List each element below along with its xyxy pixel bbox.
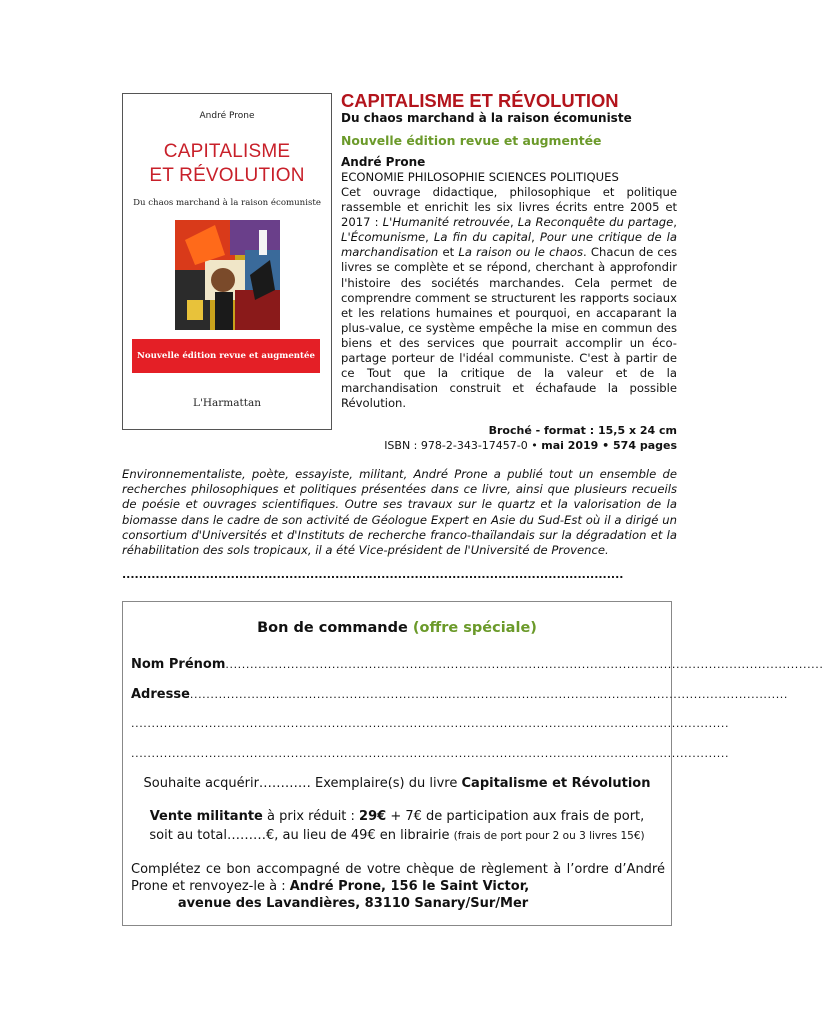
book-title-1: L'Humanité retrouvée bbox=[382, 215, 510, 230]
book-title-3: L'Écomunisme bbox=[341, 230, 426, 245]
cover-title-line1: CAPITALISME bbox=[163, 141, 291, 162]
book-cover bbox=[122, 93, 332, 430]
desc-sep-4: , bbox=[531, 230, 540, 245]
specs-bullet: • bbox=[527, 439, 542, 453]
book-title-4: La fin du capital bbox=[433, 230, 532, 245]
cover-publisher: L'Harmattan bbox=[193, 397, 261, 409]
total-line bbox=[123, 828, 671, 843]
desc-sep-2: , bbox=[673, 215, 677, 230]
desc-text-2: . Chacun de ces livres se complète et se répond, cherchant à approfondir l'histoire des sociétés marchandes. Cela permet de comprendre comment se structurent les rapports sociaux et les relations humaines et pourquoi, en accaparant la plus-value, ce système empêche la mise en commun des biens et des services que pourrait accomplir un éco-partage porteur de l'idéal communiste. C'est à partir de ce Tout que la critique de la valeur et de la marchandisation construit et échafaude la possible Révolution. bbox=[341, 245, 677, 411]
book-isbn: ISBN : 978-2-343-17457-0 bbox=[384, 439, 528, 453]
instructions-text: Complétez ce bon accompagné de votre chèque de règlement à l’ordre d’André Prone et renvoyez-le à : bbox=[131, 862, 665, 894]
order-form bbox=[122, 601, 823, 926]
address-line-2[interactable]: .................................................................................................................................................. bbox=[131, 717, 730, 730]
quantity-line bbox=[123, 776, 671, 791]
address-line1: André Prone, 156 le Saint Victor, bbox=[289, 879, 530, 894]
quantity-book-title: Capitalisme et Révolution bbox=[461, 776, 651, 791]
price-text: à prix réduit : bbox=[262, 809, 360, 824]
book-title: CAPITALISME ET RÉVOLUTION bbox=[341, 90, 619, 111]
cover-author: André Prone bbox=[199, 111, 255, 121]
book-category: ECONOMIE PHILOSOPHIE SCIENCES POLITIQUES bbox=[341, 170, 619, 184]
cover-artwork bbox=[175, 220, 280, 330]
price-shipping: + 7€ de participation aux frais de port, bbox=[386, 809, 645, 824]
author-bio: Environnementaliste, poète, essayiste, militant, André Prone a publié tout un ensemble de recherches philosophiques et politiques présentées dans ce livre, ainsi que plusieurs recueils de poésie et ouvrages scientifiques. Outre ses travaux sur le quartz et la valorisation de la biomasse dans le cadre de son activité de Géologue Expert en Asie du Sud-Est où il a dirigé un consortium d'Universités et d'Instituts de recherche franco-thaïlandais sur la dégradation et la réhabilitation des sols tropicaux, il a été Vice-président de l'Université de Provence. bbox=[122, 467, 677, 558]
address-line2: avenue des Lavandières, 83110 Sanary/Sur/Mer bbox=[177, 896, 529, 911]
author-name: André Prone bbox=[341, 155, 426, 169]
price-line bbox=[123, 809, 671, 824]
dotted-separator: ........................................................................................................................ bbox=[122, 568, 624, 581]
name-dots: .................................................................................................................................................. bbox=[225, 658, 823, 671]
book-subtitle: Du chaos marchand à la raison écomuniste bbox=[341, 111, 632, 125]
quantity-text: Souhaite acquérir………… Exemplaire(s) du livre bbox=[143, 776, 462, 791]
order-instructions bbox=[131, 861, 665, 912]
desc-text-1: Cet ouvrage didactique, philosophique et politique rassemble et enrichit les six livres écrits entre 2005 et 2017 : bbox=[341, 185, 677, 230]
address-dots: .................................................................................................................................................. bbox=[189, 688, 788, 701]
book-date-pages: mai 2019 • 574 pages bbox=[541, 439, 677, 453]
cover-title bbox=[123, 140, 331, 188]
address-label: Adresse bbox=[131, 687, 190, 702]
book-title-2: La Reconquête du partage bbox=[517, 215, 674, 230]
book-specs bbox=[341, 423, 677, 453]
desc-sep-3: , bbox=[425, 230, 434, 245]
cover-edition-band: Nouvelle édition revue et augmentée bbox=[132, 339, 320, 373]
book-title-6: La raison ou le chaos bbox=[458, 245, 584, 260]
edition-label: Nouvelle édition revue et augmentée bbox=[341, 133, 602, 148]
order-title-text: Bon de commande bbox=[257, 620, 408, 636]
name-field[interactable] bbox=[131, 657, 823, 672]
desc-sep-5: et bbox=[438, 245, 459, 260]
special-offer-label: (offre spéciale) bbox=[412, 620, 537, 636]
shipping-note: (frais de port pour 2 ou 3 livres 15€) bbox=[453, 830, 645, 842]
cover-subtitle: Du chaos marchand à la raison écomuniste bbox=[133, 198, 321, 208]
book-info bbox=[341, 90, 677, 453]
book-title-5: Pour une critique de la marchandisation bbox=[341, 230, 677, 260]
address-line-3[interactable]: .................................................................................................................................................. bbox=[131, 747, 730, 760]
book-format: Broché - format : 15,5 x 24 cm bbox=[488, 424, 677, 438]
book-description bbox=[341, 185, 677, 411]
total-text: soit au total………€, au lieu de 49€ en librairie bbox=[149, 828, 454, 843]
price-label: Vente militante bbox=[149, 809, 263, 824]
desc-sep-1: , bbox=[509, 215, 518, 230]
price-value: 29€ bbox=[359, 809, 387, 824]
address-field[interactable] bbox=[131, 687, 788, 702]
order-form-title bbox=[123, 620, 671, 636]
cover-title-line2: ET RÉVOLUTION bbox=[149, 165, 305, 186]
name-label: Nom Prénom bbox=[131, 657, 226, 672]
